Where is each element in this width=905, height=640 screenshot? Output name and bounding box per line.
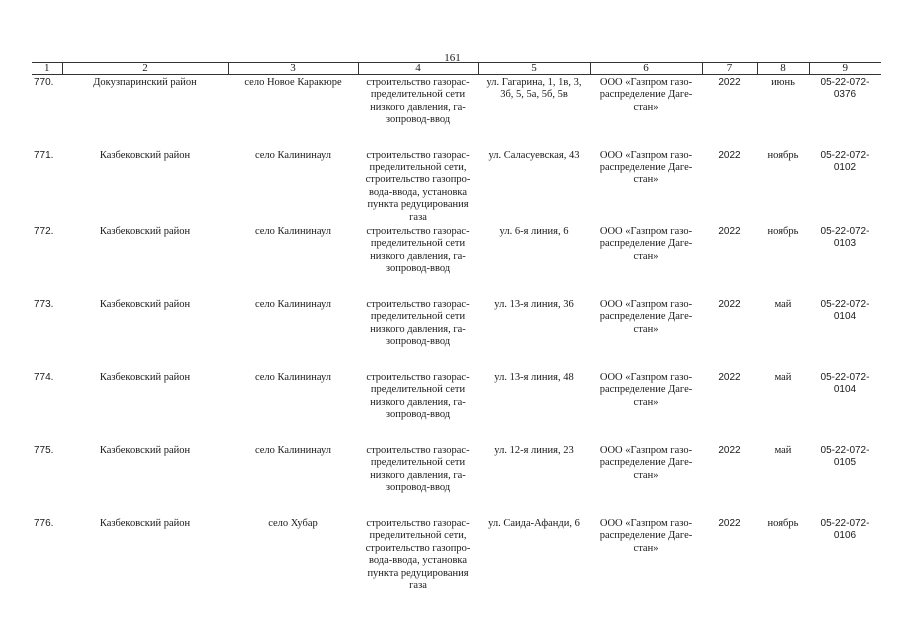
month-cell: май: [774, 444, 792, 456]
district-cell: Казбековский район: [99, 517, 191, 529]
table-row: [32, 516, 881, 592]
row-number: 773.: [34, 298, 54, 310]
district-cell: Казбековский район: [99, 371, 191, 383]
column-number-row: [32, 63, 881, 75]
column-header: 3: [228, 63, 358, 75]
work-description-cell: строительство газорас- пределительной сети, строительство газопро- вода-ввода, установка пункта редуцирования газа: [365, 149, 471, 223]
object-code-cell: 05-22-072-0104: [820, 371, 870, 396]
month-cell: ноябрь: [767, 149, 799, 161]
month-cell: май: [774, 298, 792, 310]
column-header: 1: [32, 63, 62, 75]
table-row: [32, 224, 881, 297]
address-cell: ул. Гагарина, 1, 1в, 3, 3б, 5, 5а, 5б, 5в: [486, 77, 582, 101]
row-number: 770.: [34, 77, 54, 88]
work-description-cell: строительство газорас- пределительной сети низкого давления, га- зопровод-ввод: [366, 298, 470, 348]
organization-cell: ООО «Газпром газо- распределение Даге- стан»: [599, 149, 693, 186]
object-code-cell: 05-22-072-0104: [820, 298, 870, 323]
object-code-cell: 05-22-072-0376: [820, 77, 870, 101]
table-row: [32, 75, 881, 148]
organization-cell: ООО «Газпром газо- распределение Даге- стан»: [599, 77, 693, 113]
year-cell: 2022: [718, 149, 741, 161]
month-cell: ноябрь: [767, 517, 799, 529]
column-header: 8: [757, 63, 809, 75]
column-header: 2: [62, 63, 228, 75]
organization-cell: ООО «Газпром газо- распределение Даге- стан»: [599, 225, 693, 262]
row-number: 775.: [34, 444, 54, 456]
column-header: 5: [478, 63, 590, 75]
address-cell: ул. 12-я линия, 23: [494, 444, 574, 456]
column-header: 7: [702, 63, 757, 75]
organization-cell: ООО «Газпром газо- распределение Даге- стан»: [599, 444, 693, 481]
settlement-cell: село Хубар: [268, 517, 318, 529]
work-description-cell: строительство газорас- пределительной сети, строительство газопро- вода-ввода, установка пункта редуцирования газа: [365, 517, 471, 591]
table-row: [32, 370, 881, 443]
column-header: 4: [358, 63, 478, 75]
year-cell: 2022: [718, 225, 741, 237]
month-cell: июнь: [771, 77, 795, 88]
organization-cell: ООО «Газпром газо- распределение Даге- стан»: [599, 371, 693, 408]
address-cell: ул. 13-я линия, 36: [494, 298, 574, 310]
year-cell: 2022: [718, 77, 741, 88]
month-cell: май: [774, 371, 792, 383]
object-code-cell: 05-22-072-0105: [820, 444, 870, 469]
row-number: 774.: [34, 371, 54, 383]
district-cell: Докузпаринский район: [93, 77, 197, 88]
table-row: [32, 443, 881, 516]
page-number: 161: [444, 52, 461, 64]
year-cell: 2022: [718, 371, 741, 383]
work-description-cell: строительство газорас- пределительной сети низкого давления, га- зопровод-ввод: [366, 77, 470, 126]
settlement-cell: село Калининаул: [254, 298, 332, 310]
work-description-cell: строительство газорас- пределительной сети низкого давления, га- зопровод-ввод: [366, 371, 470, 421]
settlement-cell: село Калининаул: [254, 444, 332, 456]
year-cell: 2022: [718, 444, 741, 456]
address-cell: ул. 6-я линия, 6: [499, 225, 569, 237]
column-header: 9: [809, 63, 881, 75]
month-cell: ноябрь: [767, 225, 799, 237]
work-description-cell: строительство газорас- пределительной сети низкого давления, га- зопровод-ввод: [366, 444, 470, 494]
address-cell: ул. Саласуевская, 43: [488, 149, 580, 161]
district-cell: Казбековский район: [99, 298, 191, 310]
row-number: 776.: [34, 517, 54, 529]
table-row: [32, 148, 881, 224]
object-code-cell: 05-22-072-0103: [820, 225, 870, 250]
organization-cell: ООО «Газпром газо- распределение Даге- стан»: [599, 517, 693, 554]
settlement-cell: село Калининаул: [254, 149, 332, 161]
settlement-cell: село Калининаул: [254, 371, 332, 383]
district-cell: Казбековский район: [99, 225, 191, 237]
settlement-cell: село Новое Каракюре: [244, 77, 342, 88]
row-number: 771.: [34, 149, 54, 161]
settlement-cell: село Калининаул: [254, 225, 332, 237]
address-cell: ул. Саида-Афанди, 6: [488, 517, 580, 529]
column-header: 6: [590, 63, 702, 75]
district-cell: Казбековский район: [99, 149, 191, 161]
year-cell: 2022: [718, 517, 741, 529]
year-cell: 2022: [718, 298, 741, 310]
gasification-table: [32, 62, 881, 592]
table-row: [32, 297, 881, 370]
organization-cell: ООО «Газпром газо- распределение Даге- стан»: [599, 298, 693, 335]
object-code-cell: 05-22-072-0106: [820, 517, 870, 542]
address-cell: ул. 13-я линия, 48: [494, 371, 574, 383]
work-description-cell: строительство газорас- пределительной сети низкого давления, га- зопровод-ввод: [366, 225, 470, 275]
row-number: 772.: [34, 225, 54, 237]
district-cell: Казбековский район: [99, 444, 191, 456]
object-code-cell: 05-22-072-0102: [820, 149, 870, 173]
